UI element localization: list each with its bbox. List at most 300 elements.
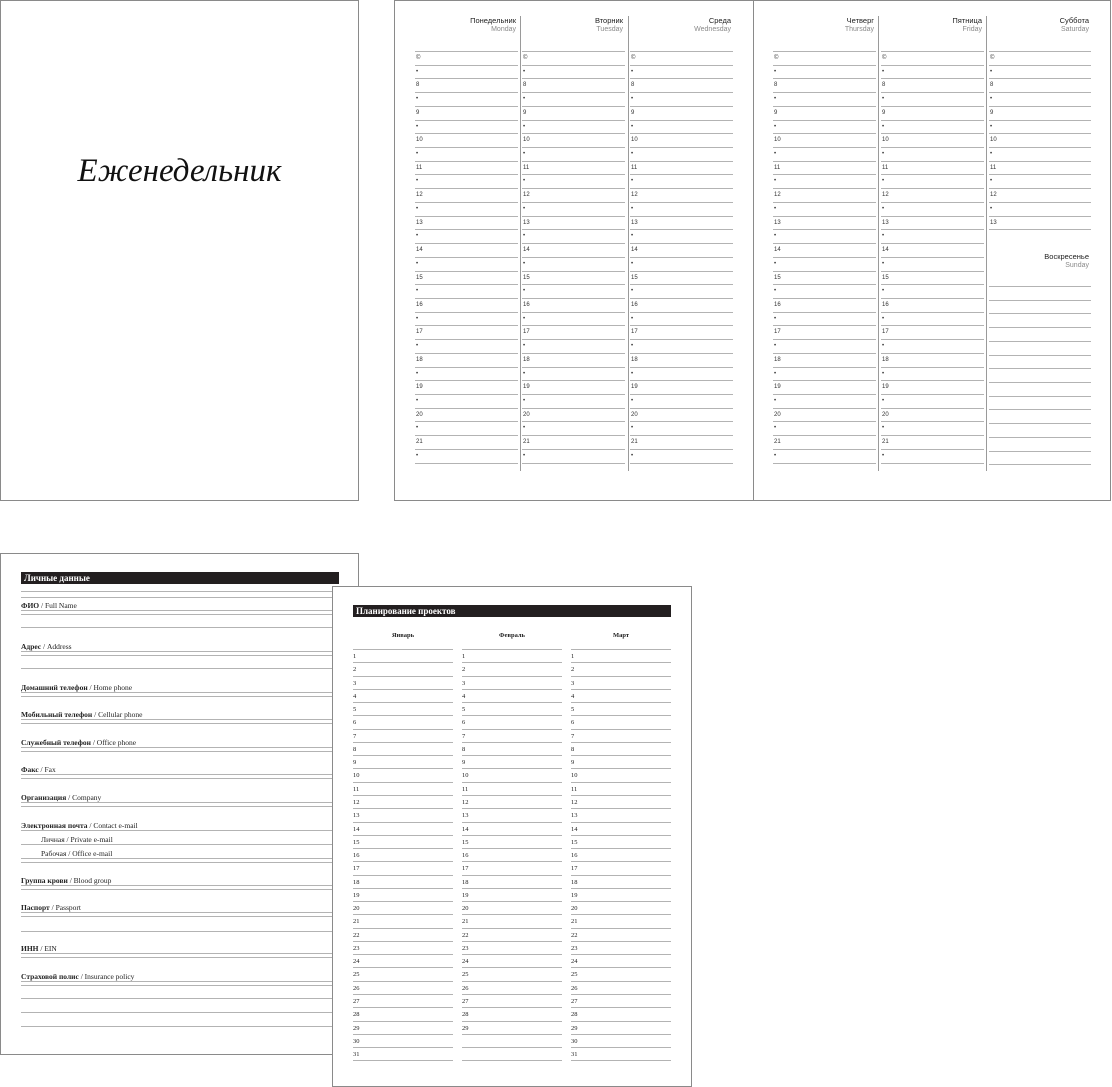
day-number: 27 <box>353 998 360 1006</box>
hour-label: © <box>774 55 779 61</box>
slot-line <box>881 421 984 422</box>
slot-line <box>522 161 625 162</box>
hour-label: • <box>416 398 419 404</box>
field-label <box>21 765 56 774</box>
slot-line <box>989 51 1091 52</box>
day-line <box>353 689 453 690</box>
sunday-line <box>989 286 1091 287</box>
day-column-saturday <box>989 1 1091 481</box>
hour-label: 20 <box>523 411 530 418</box>
hour-label: • <box>631 452 634 459</box>
day-line <box>353 755 453 756</box>
day-number: 22 <box>462 931 469 939</box>
day-line <box>462 875 562 876</box>
field-label-text: / Company <box>66 793 102 802</box>
day-number: 4 <box>353 692 357 700</box>
slot-line <box>415 408 518 409</box>
field-label <box>21 683 132 692</box>
day-header <box>1060 16 1089 34</box>
day-line <box>571 662 671 663</box>
day-number: 19 <box>571 891 578 899</box>
day-line <box>353 702 453 703</box>
hour-label: 14 <box>523 247 530 254</box>
sunday-line <box>989 382 1091 383</box>
hour-label: • <box>523 68 526 75</box>
slot-line <box>773 188 876 189</box>
day-line <box>571 742 671 743</box>
day-line <box>462 914 562 915</box>
slot-line <box>522 92 625 93</box>
hour-label: 8 <box>774 82 778 89</box>
sunday-line <box>989 300 1091 301</box>
slot-line <box>989 202 1091 203</box>
slot-line <box>773 449 876 450</box>
day-line <box>462 1060 562 1061</box>
day-number: 13 <box>462 812 469 820</box>
day-line <box>353 1047 453 1048</box>
slot-line <box>415 120 518 121</box>
day-line <box>353 1060 453 1061</box>
slot-line <box>773 229 876 230</box>
hour-label: 13 <box>990 219 997 226</box>
hour-label: • <box>774 370 777 377</box>
slot-line <box>522 408 625 409</box>
day-number: 21 <box>462 918 469 926</box>
hour-label: 10 <box>523 137 530 144</box>
day-number: 25 <box>462 971 469 979</box>
slot-line <box>773 394 876 395</box>
hour-label: • <box>990 151 993 158</box>
day-number: 19 <box>353 891 360 899</box>
field-label-text: / Address <box>41 642 72 651</box>
day-line <box>462 848 562 849</box>
hour-label: • <box>523 425 526 432</box>
slot-line <box>415 257 518 258</box>
day-number: 20 <box>353 905 360 913</box>
slot-line <box>522 51 625 52</box>
hour-label: • <box>631 343 634 350</box>
hour-label: 21 <box>774 439 781 446</box>
field-line <box>21 719 339 720</box>
sunday-header <box>1044 252 1089 270</box>
hour-label: 13 <box>774 219 781 226</box>
sunday-line <box>989 396 1091 397</box>
day-number: 29 <box>353 1024 360 1032</box>
slot-line <box>881 202 984 203</box>
slot-line <box>630 353 733 354</box>
day-number: 24 <box>462 958 469 966</box>
day-line <box>353 994 453 995</box>
day-number: 11 <box>462 785 469 793</box>
column-separator <box>628 16 629 471</box>
day-number: 10 <box>571 772 578 780</box>
day-line <box>353 1034 453 1035</box>
slot-line <box>630 106 733 107</box>
day-number: 6 <box>462 719 466 727</box>
day-line <box>353 954 453 955</box>
day-line <box>571 649 671 650</box>
day-line <box>571 875 671 876</box>
slot-line <box>773 367 876 368</box>
hour-label: 17 <box>631 329 638 336</box>
hour-label: 17 <box>774 329 781 336</box>
hour-label: 16 <box>882 301 889 308</box>
hour-label: 14 <box>416 247 423 254</box>
day-line <box>462 994 562 995</box>
slot-line <box>522 133 625 134</box>
slot-line <box>522 312 625 313</box>
hour-label: 9 <box>882 109 886 116</box>
hour-label: • <box>416 288 419 295</box>
hour-label: • <box>523 343 526 350</box>
hour-label: • <box>416 233 419 240</box>
day-line <box>353 649 453 650</box>
month-name: Январь <box>391 632 415 639</box>
day-line <box>462 808 562 809</box>
day-line <box>462 742 562 743</box>
slot-line <box>773 257 876 258</box>
slot-line <box>522 353 625 354</box>
hour-label: • <box>631 370 634 377</box>
day-number: 11 <box>353 785 360 793</box>
hour-label: 15 <box>523 274 530 281</box>
hour-label: 19 <box>774 384 781 391</box>
personal-data-title: Личные данные <box>21 572 339 584</box>
slot-line <box>630 147 733 148</box>
slot-line <box>630 174 733 175</box>
field-label-bold: ФИО <box>21 601 40 610</box>
weekly-spread <box>394 0 1111 501</box>
field-label <box>21 793 101 802</box>
slot-line <box>630 435 733 436</box>
hour-label: • <box>631 96 634 103</box>
hour-label: • <box>631 260 634 267</box>
field-line <box>21 885 339 886</box>
hour-label: 12 <box>990 192 997 199</box>
slot-line <box>881 380 984 381</box>
slot-line <box>989 229 1091 230</box>
slot-line <box>773 463 876 464</box>
slot-line <box>630 298 733 299</box>
day-number: 6 <box>353 719 357 727</box>
month-name: Март <box>612 632 630 639</box>
field-line <box>21 985 339 986</box>
hour-label: • <box>523 288 526 295</box>
slot-line <box>773 339 876 340</box>
day-number: 8 <box>462 745 466 753</box>
slot-line <box>522 174 625 175</box>
slot-line <box>630 271 733 272</box>
day-number: 17 <box>462 865 469 873</box>
day-number: 15 <box>571 838 578 846</box>
day-line <box>571 689 671 690</box>
day-line <box>462 981 562 982</box>
field-label <box>21 821 138 830</box>
hour-label: 16 <box>416 301 423 308</box>
hour-label: 13 <box>416 219 423 226</box>
hour-label: 21 <box>631 439 638 446</box>
slot-line <box>522 271 625 272</box>
day-line <box>462 649 562 650</box>
hour-label: 21 <box>523 439 530 446</box>
day-header <box>470 16 516 34</box>
hour-label: • <box>774 178 777 185</box>
field-label <box>41 849 112 858</box>
day-line <box>571 928 671 929</box>
slot-line <box>415 202 518 203</box>
hour-label: 11 <box>774 164 781 171</box>
field-line <box>21 751 339 752</box>
day-number: 4 <box>462 692 466 700</box>
slot-line <box>522 216 625 217</box>
hour-label: • <box>416 151 419 158</box>
day-line <box>571 914 671 915</box>
slot-line <box>881 106 984 107</box>
day-line <box>571 861 671 862</box>
hour-label: 15 <box>882 274 889 281</box>
day-line <box>462 715 562 716</box>
day-number: 6 <box>571 719 575 727</box>
hour-label: 15 <box>416 274 423 281</box>
hour-label: • <box>416 205 419 212</box>
hour-label: 20 <box>774 411 781 418</box>
hour-label: • <box>631 233 634 240</box>
slot-line <box>522 449 625 450</box>
day-line <box>571 729 671 730</box>
slot-line <box>989 120 1091 121</box>
field-label-text: Личная / Private e-mail <box>41 835 113 844</box>
hour-label: • <box>882 123 885 130</box>
day-number: 13 <box>571 812 578 820</box>
personal-data-page <box>0 553 359 1055</box>
day-line <box>571 782 671 783</box>
hour-label: • <box>882 452 885 459</box>
day-number: 3 <box>353 679 357 687</box>
hour-label: • <box>882 96 885 103</box>
day-number: 5 <box>571 706 575 714</box>
hour-label: • <box>774 315 777 322</box>
slot-line <box>415 161 518 162</box>
day-line <box>353 782 453 783</box>
hour-label: 12 <box>882 192 889 199</box>
day-number: 27 <box>571 998 578 1006</box>
day-number: 14 <box>571 825 578 833</box>
day-number: 11 <box>571 785 578 793</box>
field-label-bold: Мобильный телефон <box>21 710 93 719</box>
day-number: 23 <box>462 944 469 952</box>
day-number: 1 <box>571 653 575 660</box>
hour-label: 15 <box>631 274 638 281</box>
hour-label: • <box>774 233 777 240</box>
day-line <box>462 861 562 862</box>
slot-line <box>773 353 876 354</box>
day-line <box>462 835 562 836</box>
day-number: 29 <box>462 1024 469 1032</box>
month-column <box>353 632 453 1062</box>
day-number: 18 <box>353 878 360 886</box>
hour-label: • <box>774 68 777 75</box>
sunday-line <box>989 341 1091 342</box>
slot-line <box>522 202 625 203</box>
slot-line <box>881 51 984 52</box>
slot-line <box>630 78 733 79</box>
hour-label: • <box>990 123 993 130</box>
slot-line <box>415 435 518 436</box>
day-line <box>571 901 671 902</box>
day-number: 5 <box>462 706 466 714</box>
day-line <box>353 808 453 809</box>
slot-line <box>773 202 876 203</box>
field-label <box>21 903 81 912</box>
hour-label: © <box>631 55 636 61</box>
day-line <box>462 755 562 756</box>
day-line <box>571 954 671 955</box>
day-line <box>353 875 453 876</box>
slot-line <box>773 133 876 134</box>
slot-line <box>630 202 733 203</box>
slot-line <box>630 216 733 217</box>
day-number: 30 <box>353 1037 360 1045</box>
day-header <box>845 16 874 34</box>
month-name: Февраль <box>499 632 525 639</box>
day-name-en: Monday <box>491 26 516 33</box>
slot-line <box>630 421 733 422</box>
slot-line <box>881 435 984 436</box>
field-line <box>21 912 339 913</box>
hour-label: © <box>882 55 887 61</box>
field-label-bold: Страховой полис <box>21 972 79 981</box>
slot-line <box>630 408 733 409</box>
cover-title: Еженедельник <box>77 153 282 189</box>
hour-label: • <box>523 205 526 212</box>
hour-label: 16 <box>774 301 781 308</box>
hour-label: • <box>631 68 634 75</box>
day-line <box>571 994 671 995</box>
day-number: 2 <box>462 666 466 674</box>
field-line <box>21 651 339 652</box>
day-name: Воскресенье <box>1044 252 1089 261</box>
slot-line <box>522 298 625 299</box>
day-name: Среда <box>708 16 731 25</box>
hour-label: • <box>523 370 526 377</box>
day-number: 26 <box>571 984 578 992</box>
field-line <box>21 862 339 863</box>
day-line <box>353 676 453 677</box>
sunday-line <box>989 409 1091 410</box>
slot-line <box>773 147 876 148</box>
day-line <box>571 676 671 677</box>
day-name: Суббота <box>1059 16 1089 25</box>
slot-line <box>989 133 1091 134</box>
hour-label: • <box>774 452 777 459</box>
slot-line <box>522 421 625 422</box>
day-column <box>881 1 984 481</box>
slot-line <box>773 51 876 52</box>
slot-line <box>415 394 518 395</box>
hour-label: 12 <box>774 192 781 199</box>
slot-line <box>522 106 625 107</box>
day-line <box>353 981 453 982</box>
hour-label: • <box>523 178 526 185</box>
slot-line <box>415 463 518 464</box>
hour-label: 9 <box>774 109 778 116</box>
day-number: 1 <box>353 653 357 660</box>
field-label-bold: Домашний телефон <box>21 683 88 692</box>
slot-line <box>773 65 876 66</box>
slot-line <box>773 161 876 162</box>
day-line <box>571 1047 671 1048</box>
day-line <box>462 729 562 730</box>
field-label <box>21 710 142 719</box>
slot-line <box>773 435 876 436</box>
field-line <box>21 1026 339 1027</box>
slot-line <box>881 271 984 272</box>
day-number: 28 <box>353 1011 360 1019</box>
slot-line <box>522 78 625 79</box>
field-label <box>21 972 134 981</box>
day-number: 17 <box>571 865 578 873</box>
day-line <box>571 795 671 796</box>
day-number: 16 <box>353 852 360 860</box>
day-column <box>630 1 733 481</box>
slot-line <box>522 284 625 285</box>
hour-label: • <box>882 233 885 240</box>
hour-label: 20 <box>882 411 889 418</box>
day-line <box>353 928 453 929</box>
hour-label: • <box>774 343 777 350</box>
day-number: 18 <box>462 878 469 886</box>
slot-line <box>415 229 518 230</box>
sunday-line <box>989 327 1091 328</box>
hour-label: 16 <box>523 301 530 308</box>
slot-line <box>630 65 733 66</box>
hour-label: 13 <box>882 219 889 226</box>
slot-line <box>630 120 733 121</box>
slot-line <box>630 51 733 52</box>
field-label-bold: Группа крови <box>21 876 68 885</box>
hour-label: • <box>882 178 885 185</box>
slot-line <box>630 92 733 93</box>
field-label-text: / Blood group <box>67 876 112 885</box>
slot-line <box>989 106 1091 107</box>
day-number: 12 <box>353 798 360 806</box>
slot-line <box>415 339 518 340</box>
day-line <box>353 835 453 836</box>
slot-line <box>881 188 984 189</box>
slot-line <box>415 325 518 326</box>
day-number: 15 <box>353 838 360 846</box>
day-line <box>353 914 453 915</box>
field-label-text: / Fax <box>38 765 56 774</box>
project-planning-page <box>332 586 692 1087</box>
field-line <box>21 627 339 628</box>
hour-label: 8 <box>523 82 527 89</box>
hour-label: 20 <box>631 411 638 418</box>
hour-label: • <box>990 68 993 75</box>
day-number: 3 <box>571 679 575 687</box>
hour-label: • <box>882 288 885 295</box>
field-label-bold: Электронная почта <box>21 821 88 830</box>
slot-line <box>415 78 518 79</box>
slot-line <box>415 147 518 148</box>
slot-line <box>630 133 733 134</box>
field-line <box>21 591 339 592</box>
slot-line <box>773 421 876 422</box>
day-number: 19 <box>462 891 469 899</box>
slot-line <box>415 449 518 450</box>
field-line <box>21 802 339 803</box>
hour-label: • <box>416 68 419 75</box>
